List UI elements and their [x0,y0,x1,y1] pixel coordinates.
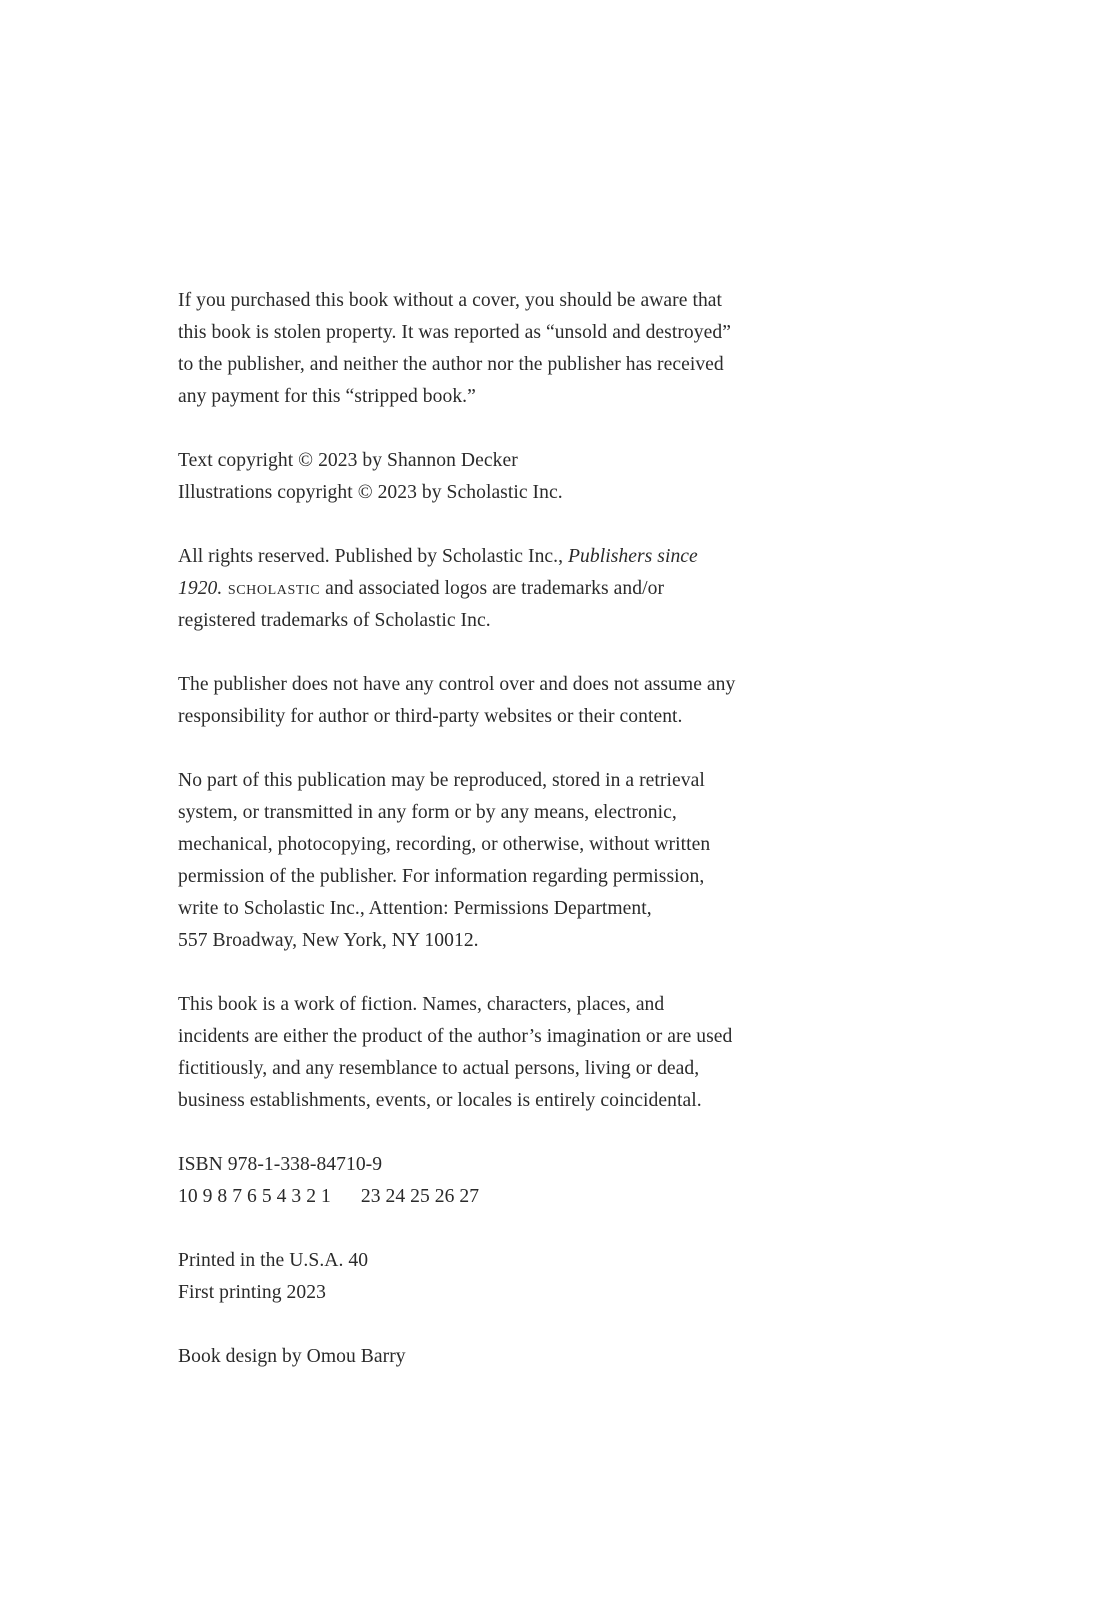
isbn-number: ISBN 978-1-338-84710-9 [178,1154,383,1175]
reproduction-line: No part of this publication may be reproduced, stored in a retrieval [178,770,705,791]
publishers-since: Publishers since [568,546,698,567]
reproduction-notice [178,765,878,957]
rights-line-1 [178,541,878,573]
rights-reserved [178,541,878,637]
notice-line: to the publisher, and neither the author nor the publisher has received [178,354,724,375]
disclaimer-line: The publisher does not have any control over and does not assume any [178,674,736,695]
trademark-text: and associated logos are trademarks and/or [320,578,665,599]
copyright-statements [178,445,878,509]
printing-info [178,1245,878,1309]
reproduction-line: write to Scholastic Inc., Attention: Permissions Department, [178,898,652,919]
rights-line-3: registered trademarks of Scholastic Inc. [178,610,491,631]
rights-prefix: All rights reserved. Published by Scholastic Inc., [178,546,569,567]
text-copyright: Text copyright © 2023 by Shannon Decker [178,450,518,471]
reproduction-line: permission of the publisher. For information regarding permission, [178,866,705,887]
fiction-line: This book is a work of fiction. Names, characters, places, and [178,994,665,1015]
fiction-line: incidents are either the product of the author’s imagination or are used [178,1026,733,1047]
printing-line [178,1181,878,1213]
publisher-address: 557 Broadway, New York, NY 10012. [178,930,479,951]
fiction-line: fictitiously, and any resemblance to actual persons, living or dead, [178,1058,700,1079]
printing-years: 23 24 25 26 27 [360,1186,480,1207]
notice-line: this book is stolen property. It was reported as “unsold and destroyed” [178,322,731,343]
third-party-disclaimer [178,669,878,733]
fiction-disclaimer [178,989,878,1117]
reproduction-line: system, or transmitted in any form or by any means, electronic, [178,802,677,823]
fiction-line: business establishments, events, or locales is entirely coincidental. [178,1090,702,1111]
design-credit [178,1341,878,1373]
book-design-credit: Book design by Omou Barry [178,1346,406,1367]
stripped-book-notice [178,285,878,413]
illustrations-copyright: Illustrations copyright © 2023 by Scholastic Inc. [178,482,563,503]
printed-in: Printed in the U.S.A. 40 [178,1250,369,1271]
scholastic-wordmark: scholastic [222,578,321,599]
notice-line: any payment for this “stripped book.” [178,386,476,407]
reproduction-line: mechanical, photocopying, recording, or otherwise, without written [178,834,711,855]
publishers-year: 1920. [178,578,223,599]
first-printing: First printing 2023 [178,1282,326,1303]
printing-numbers: 10 9 8 7 6 5 4 3 2 1 [178,1186,331,1207]
copyright-text-block [178,285,878,1405]
isbn-block [178,1149,878,1213]
rights-line-2 [178,573,878,605]
disclaimer-line: responsibility for author or third-party websites or their content. [178,706,683,727]
notice-line: If you purchased this book without a cover, you should be aware that [178,290,723,311]
